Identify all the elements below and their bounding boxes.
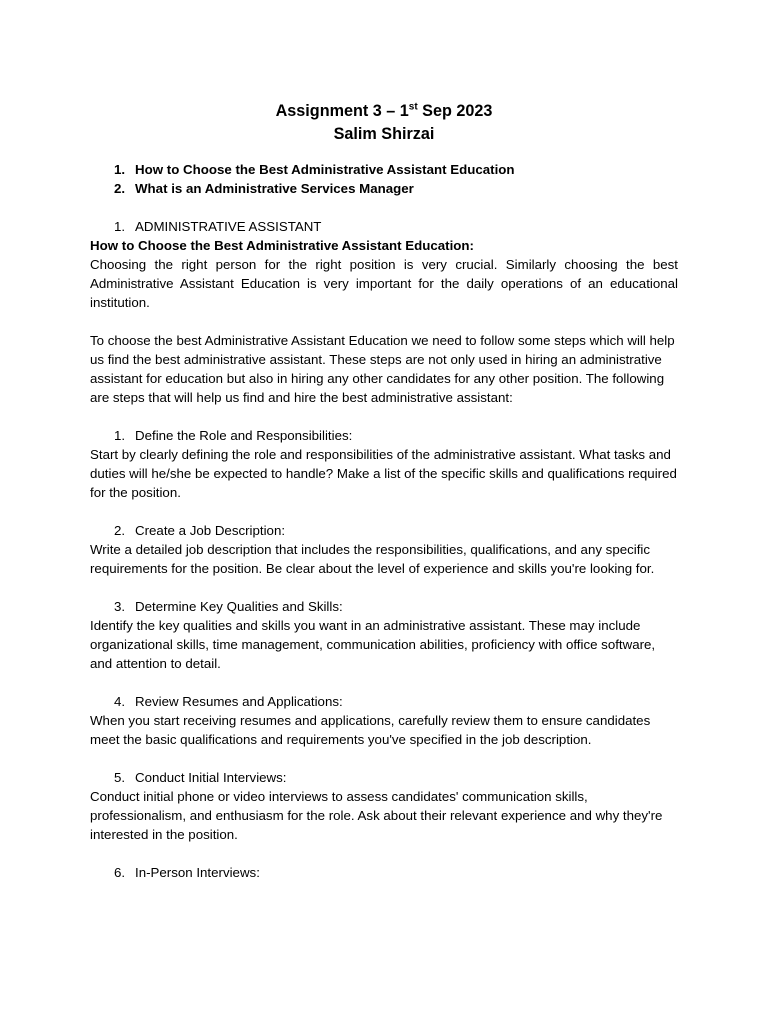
step-title-text: Review Resumes and Applications: bbox=[135, 694, 343, 709]
step-title-text: Determine Key Qualities and Skills: bbox=[135, 599, 343, 614]
step-title-text: Create a Job Description: bbox=[135, 523, 286, 538]
step-title bbox=[90, 521, 678, 540]
step-title-text: Define the Role and Responsibilities: bbox=[135, 428, 353, 443]
title-suffix: Sep 2023 bbox=[417, 102, 493, 120]
step-title bbox=[90, 692, 678, 711]
step-4 bbox=[90, 692, 678, 749]
toc-item bbox=[90, 179, 678, 198]
step-title bbox=[90, 426, 678, 445]
step-body: When you start receiving resumes and applications, carefully review them to ensure candidates meet the basic qualifications and requirements you've specified in the job description. bbox=[90, 713, 651, 747]
toc-item-text: What is an Administrative Services Manager bbox=[135, 181, 414, 196]
step-body: Conduct initial phone or video interviews to assess candidates' communication skills, professionalism, and enthusiasm for the role. Ask about their relevant experience and why they're interested in the position. bbox=[90, 789, 663, 842]
toc-item bbox=[90, 160, 678, 179]
step-2 bbox=[90, 521, 678, 578]
step-6 bbox=[90, 863, 678, 882]
step-title bbox=[90, 597, 678, 616]
step-body: Identify the key qualities and skills you want in an administrative assistant. These may include organizational skills, time management, communication abilities, proficiency with office software, and attention to detail. bbox=[90, 618, 656, 671]
toc-item-number: 1. bbox=[114, 162, 126, 177]
step-number: 3. bbox=[114, 599, 126, 614]
step-title-text: Conduct Initial Interviews: bbox=[135, 770, 287, 785]
intro-paragraph: Choosing the right person for the right position is very crucial. Similarly choosing the best Administrative Assistant Education is very important for the daily operations of an educational institution. bbox=[90, 257, 678, 310]
document-author: Salim Shirzai bbox=[333, 125, 435, 143]
step-number: 2. bbox=[114, 523, 126, 538]
section-subheading: How to Choose the Best Administrative Assistant Education: bbox=[90, 238, 474, 253]
section-title: ADMINISTRATIVE ASSISTANT bbox=[135, 219, 322, 234]
steps-intro-paragraph: To choose the best Administrative Assistant Education we need to follow some steps which will help us find the best administrative assistant. These steps are not only used in hiring an administrative assistant for education but also in hiring any other candidates for any other position. The following are steps that will help us find and hire the best administrative assistant: bbox=[90, 333, 675, 405]
step-body: Write a detailed job description that includes the responsibilities, qualifications, and any specific requirements for the position. Be clear about the level of experience and skills you're looking for. bbox=[90, 542, 655, 576]
step-title bbox=[90, 863, 678, 882]
step-title-text: In-Person Interviews: bbox=[135, 865, 260, 880]
step-body: Start by clearly defining the role and responsibilities of the administrative assistant. What tasks and duties will he/she be expected to handle? Make a list of the specific skills and qualifications required for the position. bbox=[90, 447, 677, 500]
title-prefix: Assignment 3 – 1 bbox=[275, 102, 409, 120]
step-1 bbox=[90, 426, 678, 502]
document-content bbox=[90, 100, 678, 882]
section-number: 1. bbox=[114, 219, 126, 234]
title-superscript: st bbox=[408, 101, 418, 113]
table-of-contents bbox=[90, 160, 678, 198]
toc-item-number: 2. bbox=[114, 181, 126, 196]
step-number: 1. bbox=[114, 428, 126, 443]
section-heading bbox=[90, 217, 678, 236]
step-number: 5. bbox=[114, 770, 126, 785]
step-5 bbox=[90, 768, 678, 844]
document-title bbox=[90, 100, 678, 123]
step-title bbox=[90, 768, 678, 787]
toc-item-text: How to Choose the Best Administrative Assistant Education bbox=[135, 162, 515, 177]
step-number: 4. bbox=[114, 694, 126, 709]
step-number: 6. bbox=[114, 865, 126, 880]
step-3 bbox=[90, 597, 678, 673]
